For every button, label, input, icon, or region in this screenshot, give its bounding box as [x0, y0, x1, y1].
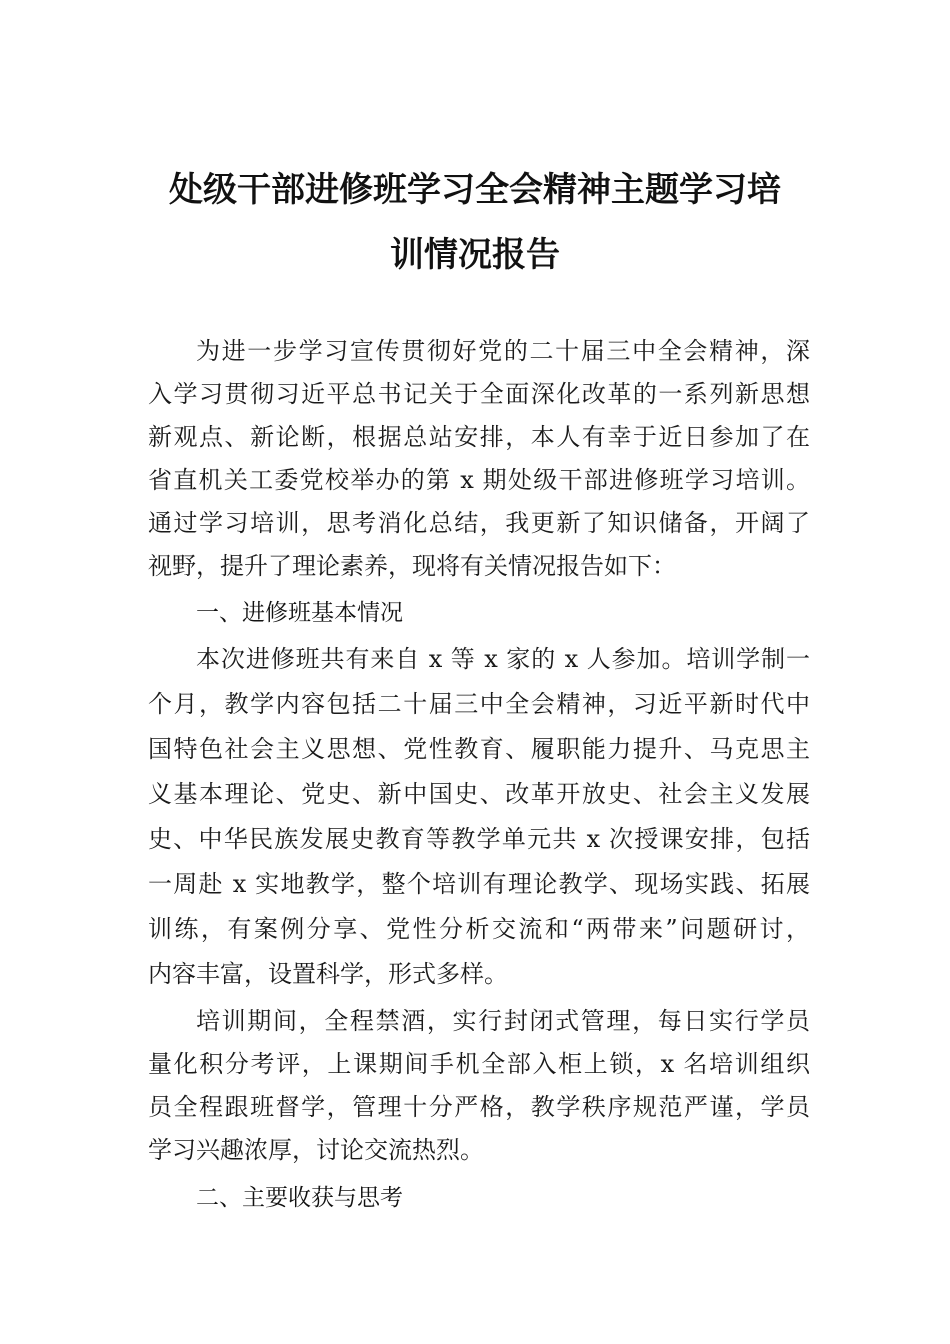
paragraph-2-line: 训练，有案例分享、党性分析交流和“两带来”问题研讨， — [148, 915, 810, 943]
paragraph-1-line: 入学习贯彻习近平总书记关于全面深化改革的一系列新思想 — [148, 380, 810, 408]
paragraph-3-line: 培训期间，全程禁酒，实行封闭式管理，每日实行学员 — [196, 1007, 810, 1035]
paragraph-2-line: 国特色社会主义思想、党性教育、履职能力提升、马克思主 — [148, 735, 810, 763]
paragraph-2-line: 本次进修班共有来自 x 等 x 家的 x 人参加。培训学制一 — [196, 645, 810, 673]
section-heading-2: 二、主要收获与思考 — [196, 1185, 403, 1211]
paragraph-1-line: 视野，提升了理论素养，现将有关情况报告如下： — [148, 552, 676, 580]
paragraph-3-line: 量化积分考评，上课期间手机全部入柜上锁，x 名培训组织 — [148, 1050, 810, 1078]
paragraph-3-line: 学习兴趣浓厚，讨论交流热烈。 — [148, 1136, 484, 1164]
paragraph-2-line: 个月，教学内容包括二十届三中全会精神，习近平新时代中 — [148, 690, 810, 718]
paragraph-3-line: 员全程跟班督学，管理十分严格，教学秩序规范严谨，学员 — [148, 1093, 810, 1121]
paragraph-1-line: 省直机关工委党校举办的第 x 期处级干部进修班学习培训。 — [148, 466, 810, 494]
section-heading-1: 一、进修班基本情况 — [196, 600, 403, 626]
document-title-line-2: 训情况报告 — [390, 235, 560, 275]
paragraph-1-line: 新观点、新论断，根据总站安排，本人有幸于近日参加了在 — [148, 423, 810, 451]
paragraph-2-line: 内容丰富，设置科学，形式多样。 — [148, 960, 508, 988]
paragraph-2-line: 一周赴 x 实地教学，整个培训有理论教学、现场实践、拓展 — [148, 870, 810, 898]
paragraph-2-line: 义基本理论、党史、新中国史、改革开放史、社会主义发展 — [148, 780, 810, 808]
paragraph-1-line: 通过学习培训，思考消化总结，我更新了知识储备，开阔了 — [148, 509, 810, 537]
paragraph-2-line: 史、中华民族发展史教育等教学单元共 x 次授课安排，包括 — [148, 825, 810, 853]
document-title-line-1: 处级干部进修班学习全会精神主题学习培 — [169, 170, 781, 210]
paragraph-1-line: 为进一步学习宣传贯彻好党的二十届三中全会精神，深 — [196, 337, 810, 365]
